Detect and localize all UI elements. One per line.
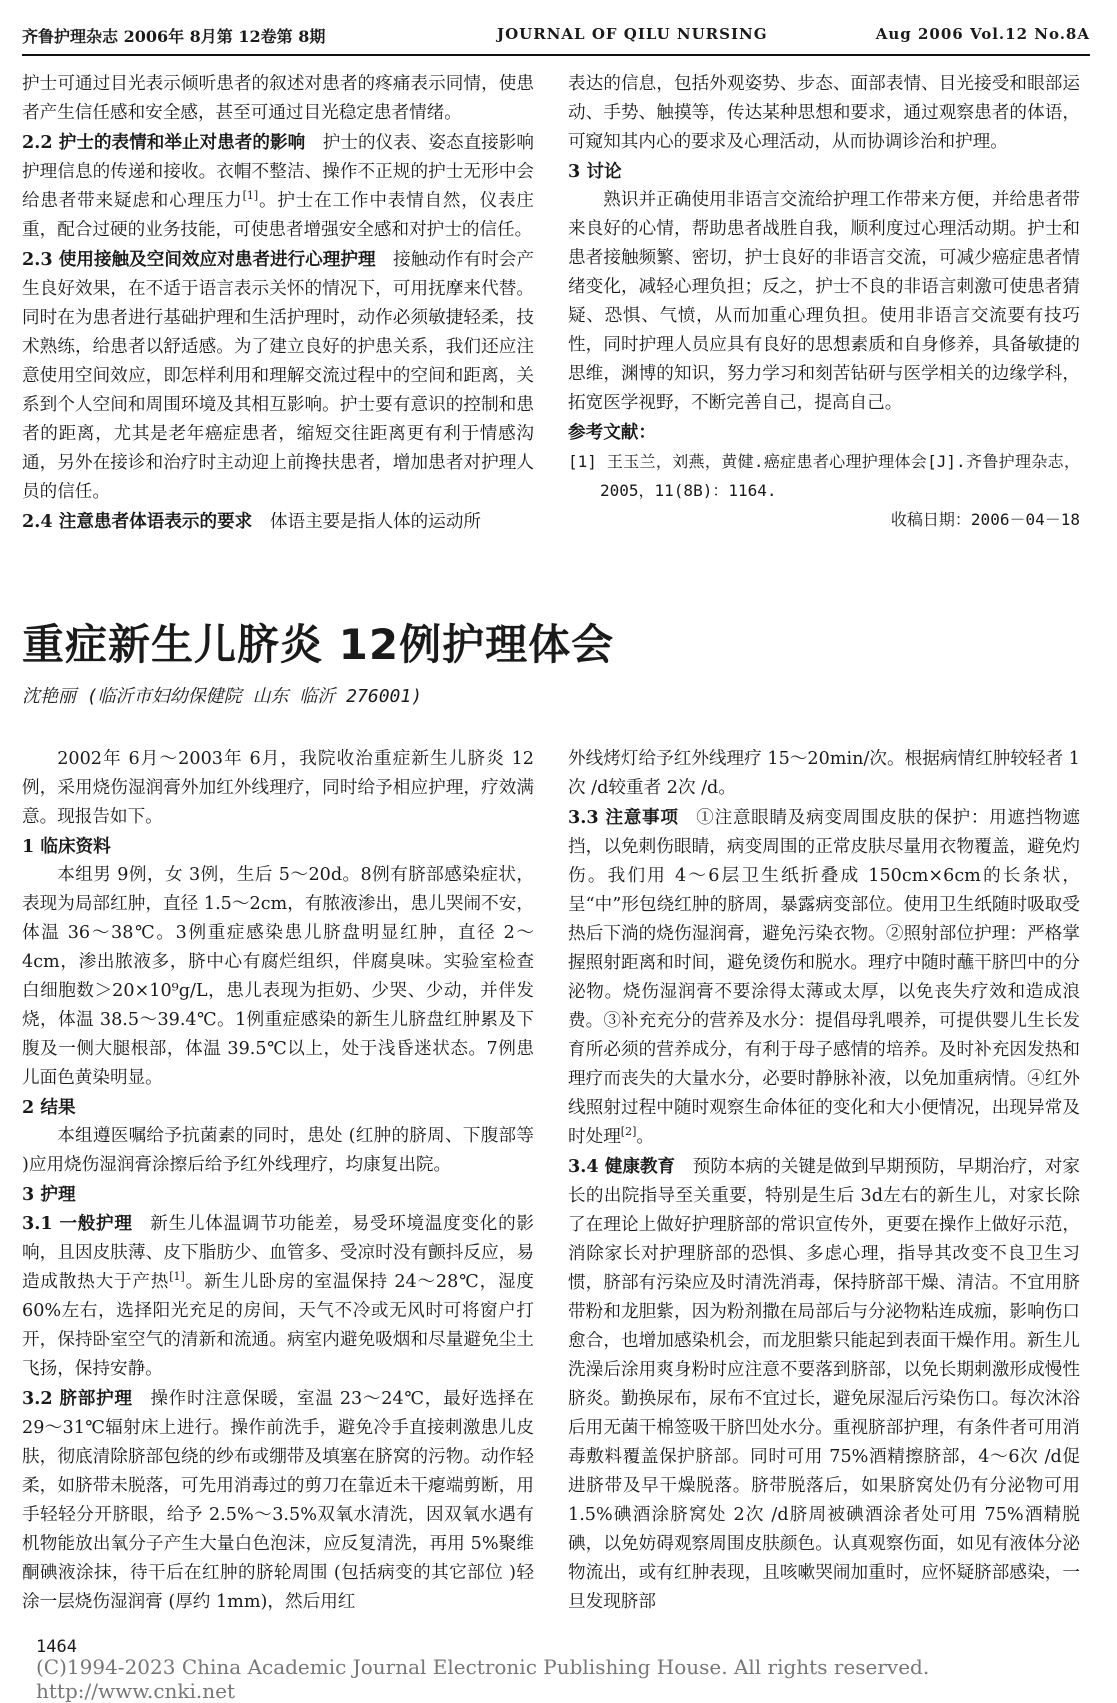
discussion-paragraph: 熟识并正确使用非语言交流给护理工作带来方便，并给患者带来良好的心情，帮助患者战胜自我，顺利度过心理活动期。护士和患者接触频繁、密切，护士良好的非语言交流，可减少癌症患者情绪变化，减轻心理负担；反之，护士不良的非语言刺激可使患者猜疑、恐惧、气愤，从而加重心理负担。使用非语言交流要有技巧性，同时护理人员应具有良好的思想素质和自身修养，具备敏捷的思维，渊博的知识，努力学习和刻苦钻研与医学相关的边缘学科，拓宽医学视野，不断完善自己，提高自己。: [568, 190, 1080, 413]
section-2-3: [22, 245, 534, 507]
section-1-heading: 1 临床资料: [22, 836, 111, 857]
section-3-3: [568, 803, 1080, 1152]
section-body: 体语主要是指人体的运动所: [269, 512, 482, 532]
citation-ref: [2]: [620, 1125, 637, 1139]
section-3-2-cont: 外线烤灯给予红外线理疗 15～20min/次。根据病情红肿较轻者 1次 /d较重者 2次 /d。: [568, 749, 1080, 798]
running-header: [22, 22, 1090, 56]
section-3-1: [22, 1209, 534, 1384]
article-right-column: [568, 745, 1080, 1617]
section-heading: 2.2 护士的表情和举止对患者的影响: [22, 132, 306, 153]
section-3-heading: 3 护理: [22, 1184, 76, 1205]
section-body: 护士的仪表、姿态直接影响护理信息的传递和接收。衣帽不整洁、操作不正规的护士无形中会给患者带来疑虑和心理压力: [22, 133, 534, 211]
citation-ref: [1]: [242, 189, 259, 203]
section-body: 新生儿体温调节功能差，易受环境温度变化的影响，且因皮肤薄、皮下脂肪少、血管多、受凉时没有颤抖反应，易造成散热大于产热: [22, 1214, 534, 1292]
references-title: 参考文献：: [568, 422, 656, 443]
section-body-cont: 。新生儿卧房的室温保持 24～28℃，湿度 60%左右，选择阳光充足的房间，天气不冷或无风时可将窗户打开，保持卧室空气的清新和流通。病室内避免吸烟和尽量避免尘土飞扬，保持安静。: [22, 1272, 534, 1379]
section-heading: 2.3 使用接触及空间效应对患者进行心理护理: [22, 249, 376, 270]
section-3-heading: 3 讨论: [568, 161, 622, 182]
section-body: ①注意眼睛及病变周围皮肤的保护：用遮挡物遮挡，以免刺伤眼睛，病变周围的正常皮肤尽量用衣物覆盖，避免灼伤。我们用 4～6层卫生纸折叠成 150cm×6cm的长条状，呈“中”形包绕红肿的脐周，暴露病变部位。使用卫生纸随时吸取受热后下淌的烧伤湿润膏，避免污染衣物。②照射部位护理：严格掌握照射距离和时间，避免烫伤和脱水。理疗中随时蘸干脐凹中的分泌物。烧伤湿润膏不要涂得太薄或太厚，以免丧失疗效和造成浪费。③补充充分的营养及水分：提倡母乳喂养，可提供婴儿生长发育所必须的营养成分，有利于母子感情的培养。及时补充因发热和理疗而丧失的大量水分，必要时静脉补液，以免加重病情。④红外线照射过程中随时观察生命体征的变化和大小便情况，出现异常及时处理: [568, 808, 1080, 1147]
section-2-4: [22, 507, 534, 537]
prev-article-right-column: [568, 70, 1080, 534]
section-2-heading: 2 结果: [22, 1097, 76, 1118]
section-heading: 3.4 健康教育: [568, 1156, 676, 1177]
results-paragraph: 本组遵医嘱给予抗菌素的同时，患处 (红肿的脐周、下腹部等 )应用烧伤湿润膏涂擦后给予红外线理疗，均康复出院。: [22, 1126, 534, 1175]
section-body: 操作时注意保暖，室温 23～24℃，最好选择在 29～31℃辐射床上进行。操作前洗手，避免冷手直接刺激患儿皮肤，彻底清除脐部包绕的纱布或绷带及填塞在脐窝的污物。动作轻柔，如脐带未脱落，可先用消毒过的剪刀在靠近未干瘪端剪断，用手轻轻分开脐眼，给予 2.5%～3.5%双氧水清洗，因双氧水遇有机物能放出氧分子产生大量白色泡沫，应反复清洗，再用 5%聚维酮碘液涂抹，待干后在红肿的脐轮周围 (包括病变的其它部位 )轻涂一层烧伤湿润膏 (厚约 1mm)，然后用红: [22, 1389, 535, 1612]
section-3-4: [568, 1152, 1080, 1617]
article-title: 重症新生儿脐炎 12例护理体会: [22, 620, 615, 669]
section-heading: 2.4 注意患者体语表示的要求: [22, 511, 253, 532]
clinical-data-paragraph: 本组男 9例，女 3例，生后 5～20d。8例有脐部感染症状，表现为局部红肿，直径 1.5～2cm，有脓液渗出，患儿哭闹不安，体温 36～38℃。3例重症感染患儿脐盘明显红肿，直径 2～4cm，渗出脓液多，脐中心有腐烂组织，伴腐臭味。实验室检查白细胞数＞20×10⁹g/L，患儿表现为拒奶、少哭、少动，并伴发烧，体温 38.5～39.4℃。1例重症感染的新生儿脐盘红肿累及下腹及一侧大腿根部，体温 39.5℃以上，处于浅昏迷状态。7例患儿面色黄染明显。: [22, 865, 534, 1088]
section-heading: 3.1 一般护理: [22, 1213, 133, 1234]
section-body-cont: 。护士在工作中表情自然，仪表庄重，配合过硬的业务技能，可使患者增强安全感和对护士的信任。: [22, 191, 534, 240]
section-body-end: 。: [636, 1127, 654, 1147]
reference-item: [1] 王玉兰，刘燕，黄健.癌症患者心理护理体会[J].齐鲁护理杂志，2005，11(8B)：1164.: [568, 452, 1080, 500]
received-date: 收稿日期：2006－04－18: [890, 510, 1080, 529]
citation-ref: [1]: [169, 1270, 185, 1284]
section-heading: 3.3 注意事项: [568, 807, 679, 828]
prev-paragraph: 护士可通过目光表示倾听患者的叙述对患者的疼痛表示同情，使患者产生信任感和安全感，甚至可通过目光稳定患者情绪。: [22, 74, 534, 123]
journal-issue-cn: 齐鲁护理杂志 2006年 8月第 12卷第 8期: [22, 27, 326, 46]
section-2-2: [22, 128, 534, 245]
section-3-2: [22, 1384, 534, 1617]
section-body: 预防本病的关键是做到早期预防，早期治疗，对家长的出院指导至关重要，特别是生后 3d左右的新生儿，对家长除了在理论上做好护理脐部的常识宣传外，更要在操作上做好示范，消除家长对护理脐部的恐惧、多虑心理，指导其改变不良卫生习惯，脐部有污染应及时清洗消毒，保持脐部干燥、清洁。不宜用脐带粉和龙胆紫，因为粉剂撒在局部后与分泌物粘连成痂，影响伤口愈合，也增加感染机会，而龙胆紫只能起到表面干燥作用。新生儿洗澡后涂用爽身粉时应注意不要落到脐部，以免长期刺激形成慢性脐炎。勤换尿布，尿布不宜过长，避免尿湿后污染伤口。每次沐浴后用无菌干棉签吸干脐凹处水分。重视脐部护理，有条件者可用消毒敷料覆盖保护脐部。同时可用 75%酒精擦脐部，4～6次 /d促进脐带及早干燥脱落。脐带脱落后，如果脐窝处仍有分泌物可用 1.5%碘酒涂脐窝处 2次 /d脐周被碘酒涂者处可用 75%酒精脱碘，以免妨碍观察周围皮肤颜色。认真观察伤面，如见有液体分泌物流出，或有红肿表现，且咳嗽哭闹加重时，应怀疑脐部感染，一旦发现脐部: [568, 1157, 1080, 1612]
section-body: 接触动作有时会产生良好效果，在不适于语言表示关怀的情况下，可用抚摩来代替。同时在为患者进行基础护理和生活护理时，动作必须敏捷轻柔，技术熟练，给患者以舒适感。为了建立良好的护患关系，我们还应注意使用空间效应，即怎样利用和理解交流过程中的空间和距离，关系到个人空间和周围环境及其相互影响。护士要有意识的控制和患者的距离，尤其是老年癌症患者，缩短交往距离更有利于情感沟通，另外在接诊和治疗时主动迎上前搀扶患者，增加患者对护理人员的信任。: [22, 250, 534, 502]
copyright-line: (C)1994-2023 China Academic Journal Electronic Publishing House. All rights reserved. http://www.cnki.net: [36, 1655, 930, 1703]
article-left-column: [22, 745, 534, 1617]
journal-name-en: JOURNAL OF QILU NURSING: [497, 25, 768, 43]
section-heading: 3.2 脐部护理: [22, 1388, 133, 1409]
page-number: 1464: [36, 1637, 77, 1657]
article-author: 沈艳丽 (临沂市妇幼保健院 山东 临沂 276001): [22, 686, 423, 707]
prev-article-left-column: [22, 70, 534, 537]
prev-paragraph-cont: 表达的信息，包括外观姿势、步态、面部表情、目光接受和眼部运动、手势、触摸等，传达某种思想和要求，通过观察患者的体语，可窥知其内心的要求及心理活动，从而协调诊治和护理。: [568, 74, 1080, 152]
intro-paragraph: 2002年 6月～2003年 6月，我院收治重症新生儿脐炎 12例，采用烧伤湿润膏外加红外线理疗，同时给予相应护理，疗效满意。现报告如下。: [22, 749, 534, 827]
journal-issue-en: Aug 2006 Vol.12 No.8A: [875, 25, 1090, 43]
